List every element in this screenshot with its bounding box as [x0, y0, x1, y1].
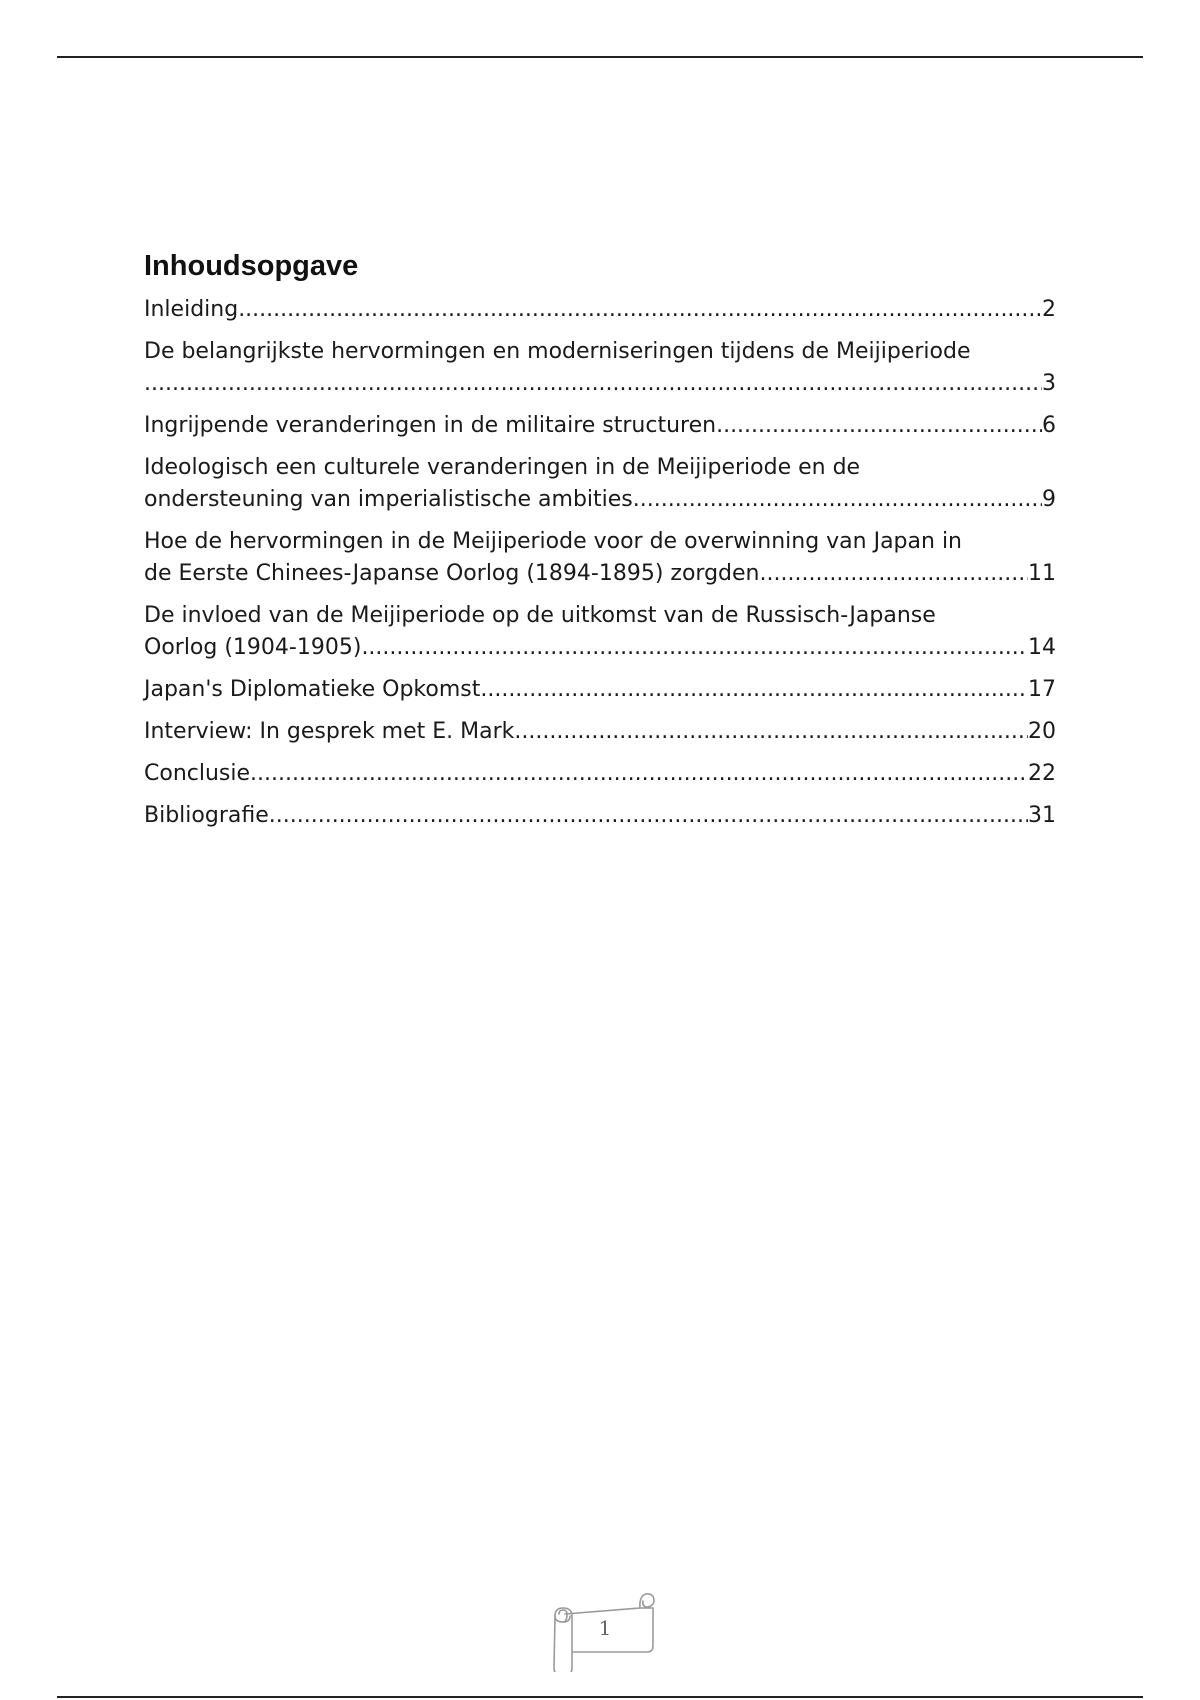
toc-entry-russisch-japanse-oorlog[interactable] [144, 600, 1056, 664]
toc-entry-title: Ingrijpende veranderingen in de militaire structuren [144, 413, 717, 438]
toc-entry-inleiding[interactable] [144, 294, 1056, 326]
toc-entry-page: 11 [1028, 561, 1056, 586]
dot-leader [250, 758, 1028, 790]
toc-entry-title-continued: Oorlog (1904-1905) [144, 635, 362, 660]
dot-leader [480, 674, 1028, 706]
toc-entry-title-continued: ondersteuning van imperialistische ambities [144, 487, 633, 512]
toc-entry-title: Japan's Diplomatieke Opkomst [144, 677, 481, 702]
toc-entry-conclusie[interactable] [144, 758, 1056, 790]
page-number: 1 [598, 1616, 612, 1640]
toc-entry-page: 6 [1042, 413, 1056, 438]
dot-leader [361, 632, 1028, 664]
toc-entry-title: Interview: In gesprek met E. Mark [144, 719, 515, 744]
toc-entry-title: Bibliografie [144, 803, 269, 828]
table-of-contents [144, 246, 1056, 842]
toc-entry-bibliografie[interactable] [144, 800, 1056, 832]
toc-entry-diplomatieke-opkomst[interactable] [144, 674, 1056, 706]
toc-entry-page: 22 [1028, 761, 1056, 786]
dot-leader [716, 410, 1042, 442]
toc-entry-interview[interactable] [144, 716, 1056, 748]
toc-entry-page: 2 [1042, 297, 1056, 322]
dot-leader [144, 368, 1042, 400]
dot-leader [514, 716, 1028, 748]
toc-title: Inhoudsopgave [144, 250, 359, 282]
toc-entry-page: 31 [1028, 803, 1056, 828]
toc-entry-title-continued: de Eerste Chinees-Japanse Oorlog (1894-1895) zorgden [144, 561, 760, 586]
toc-list [144, 294, 1056, 832]
toc-entry-hervormingen[interactable] [144, 336, 1056, 400]
footer-rule [57, 1696, 1143, 1698]
toc-entry-page: 17 [1028, 677, 1056, 702]
dot-leader [238, 294, 1042, 326]
toc-entry-title: Hoe de hervormingen in de Meijiperiode voor de overwinning van Japan in [144, 529, 962, 554]
toc-entry-page: 14 [1028, 635, 1056, 660]
toc-entry-title: Conclusie [144, 761, 251, 786]
toc-entry-militaire-structuren[interactable] [144, 410, 1056, 442]
toc-entry-page: 9 [1042, 487, 1056, 512]
toc-entry-page: 20 [1028, 719, 1056, 744]
toc-entry-title: Ideologisch een culturele veranderingen in de Meijiperiode en de [144, 455, 861, 480]
toc-entry-chinees-japanse-oorlog[interactable] [144, 526, 1056, 590]
dot-leader [760, 558, 1029, 590]
toc-entry-ideologisch[interactable] [144, 452, 1056, 516]
dot-leader [269, 800, 1028, 832]
toc-entry-title: De invloed van de Meijiperiode op de uitkomst van de Russisch-Japanse [144, 603, 936, 628]
toc-entry-page: 3 [1042, 371, 1056, 396]
toc-entry-title: De belangrijkste hervormingen en moderniseringen tijdens de Meijiperiode [144, 339, 971, 364]
page-number-banner [545, 1588, 655, 1672]
dot-leader [633, 484, 1042, 516]
toc-entry-title: Inleiding [144, 297, 239, 322]
header-rule [57, 56, 1143, 58]
